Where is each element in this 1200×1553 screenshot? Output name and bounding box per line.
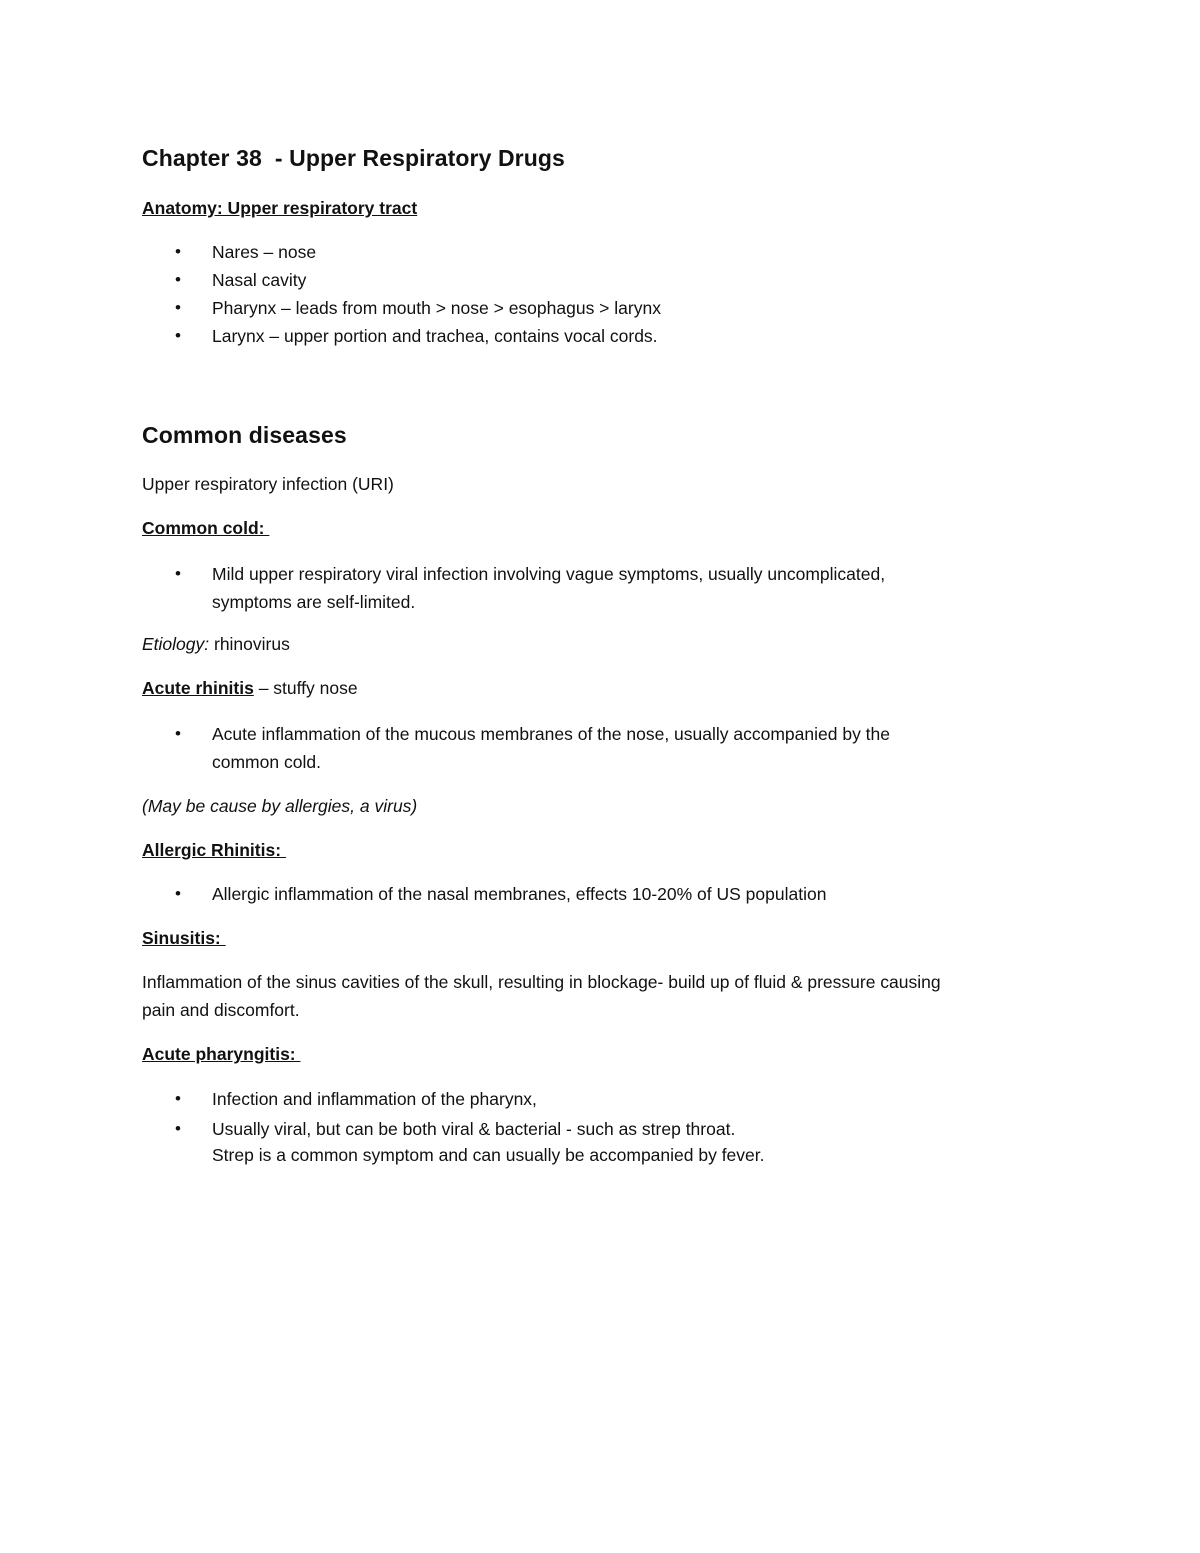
list-item-continuation: common cold.: [212, 752, 321, 772]
uri-line: Upper respiratory infection (URI): [142, 474, 394, 494]
list-item-text: Usually viral, but can be both viral & bacterial - such as strep throat.: [212, 1119, 736, 1139]
list-item-text: Nasal cavity: [212, 270, 307, 290]
bullet-icon: •: [175, 1089, 181, 1108]
bullet-icon: •: [175, 270, 181, 289]
page-title: Chapter 38 - Upper Respiratory Drugs: [142, 145, 565, 171]
allergic-rhinitis-label: Allergic Rhinitis:: [142, 840, 286, 860]
list-item-text: Larynx – upper portion and trachea, contains vocal cords.: [212, 326, 658, 346]
list-item-text: Mild upper respiratory viral infection involving vague symptoms, usually uncomplicated,: [212, 564, 886, 584]
bullet-icon: •: [175, 564, 181, 583]
acute-rhinitis-suffix: – stuffy nose: [253, 678, 358, 698]
list-item-continuation: Strep is a common symptom and can usually be accompanied by fever.: [212, 1145, 765, 1165]
bullet-icon: •: [175, 884, 181, 903]
list-item-text: Infection and inflammation of the pharynx,: [212, 1089, 537, 1109]
common-diseases-heading: Common diseases: [142, 422, 347, 448]
bullet-icon: •: [175, 326, 181, 345]
bullet-icon: •: [175, 298, 181, 317]
list-item-continuation: symptoms are self-limited.: [212, 592, 416, 612]
sinusitis-label: Sinusitis:: [142, 928, 226, 948]
rhinitis-note: (May be cause by allergies, a virus): [142, 796, 418, 816]
anatomy-label: Anatomy: Upper respiratory tract: [142, 198, 418, 218]
acute-rhinitis-label: Acute rhinitis: [142, 678, 254, 698]
list-item-text: Nares – nose: [212, 242, 317, 262]
list-item-text: Allergic inflammation of the nasal membranes, effects 10-20% of US population: [212, 884, 827, 904]
sinusitis-text-line2: pain and discomfort.: [142, 1000, 300, 1020]
acute-rhinitis-line: [142, 678, 358, 699]
sinusitis-text-line1: Inflammation of the sinus cavities of the skull, resulting in blockage- build up of fluid & pressure causing: [142, 972, 941, 992]
bullet-icon: •: [175, 724, 181, 743]
acute-pharyngitis-label: Acute pharyngitis:: [142, 1044, 301, 1064]
bullet-icon: •: [175, 242, 181, 261]
list-item-text: Acute inflammation of the mucous membranes of the nose, usually accompanied by the: [212, 724, 891, 744]
common-cold-label: Common cold:: [142, 518, 270, 538]
list-item-text: Pharynx – leads from mouth > nose > esophagus > larynx: [212, 298, 661, 318]
bullet-icon: •: [175, 1119, 181, 1138]
etiology-line: [142, 634, 290, 655]
etiology-value: rhinovirus: [209, 634, 290, 654]
etiology-label: Etiology:: [142, 634, 210, 654]
